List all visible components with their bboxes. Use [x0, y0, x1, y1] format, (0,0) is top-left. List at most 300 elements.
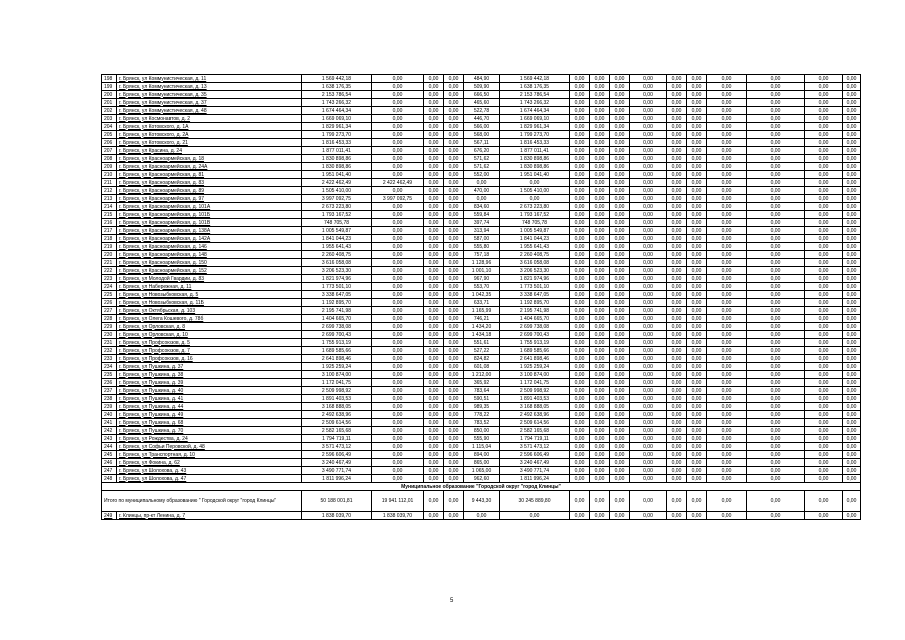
value-cell: 0,00	[610, 251, 630, 259]
address-cell: г. Брянск, ул Коммунистическая, д. 37	[117, 99, 302, 107]
value-cell: 1 005 549,87	[302, 227, 372, 235]
value-cell: 0,00	[747, 387, 805, 395]
value-cell: 566,00	[464, 123, 500, 131]
value-cell: 2 492 638,96	[302, 411, 372, 419]
address-cell: г. Брянск, ул Пушкина, д. 49	[117, 411, 302, 419]
value-cell: 0,00	[667, 459, 687, 467]
value-cell: 0,00	[372, 443, 424, 451]
value-cell: 1 065,00	[464, 467, 500, 475]
value-cell: 0,00	[667, 83, 687, 91]
value-cell: 0,00	[805, 163, 843, 171]
value-cell: 0,00	[843, 107, 861, 115]
value-cell: 0,00	[707, 512, 747, 520]
value-cell: 0,00	[667, 243, 687, 251]
value-cell: 0,00	[805, 227, 843, 235]
table-row	[102, 347, 861, 355]
value-cell: 0,00	[805, 403, 843, 411]
table-row	[102, 475, 861, 483]
row-number: 201	[102, 99, 117, 107]
value-cell: 1 816 453,33	[500, 139, 570, 147]
value-cell: 0,00	[590, 187, 610, 195]
value-cell: 0,00	[805, 171, 843, 179]
value-cell: 0,00	[444, 235, 464, 243]
value-cell: 778,22	[464, 411, 500, 419]
value-cell: 0,00	[372, 371, 424, 379]
total-value-cell: 0,00	[424, 491, 444, 512]
value-cell: 0,00	[687, 195, 707, 203]
value-cell: 0,00	[747, 331, 805, 339]
value-cell: 1 955 641,43	[302, 243, 372, 251]
value-cell: 1 042,35	[464, 291, 500, 299]
value-cell: 0,00	[805, 179, 843, 187]
value-cell: 0,00	[747, 179, 805, 187]
address-cell: г. Брянск, ул Пушкина, д. 68	[117, 419, 302, 427]
table-row	[102, 512, 861, 520]
value-cell: 834,60	[464, 203, 500, 211]
value-cell: 0,00	[372, 323, 424, 331]
value-cell: 0,00	[747, 123, 805, 131]
value-cell: 0,00	[843, 219, 861, 227]
value-cell: 0,00	[610, 91, 630, 99]
value-cell: 2 699 700,43	[500, 331, 570, 339]
value-cell: 0,00	[667, 283, 687, 291]
value-cell: 0,00	[444, 243, 464, 251]
table-row	[102, 147, 861, 155]
value-cell: 0,00	[805, 211, 843, 219]
value-cell: 0,00	[372, 251, 424, 259]
table-row	[102, 99, 861, 107]
value-cell: 1 115,04	[464, 443, 500, 451]
address-cell: г. Брянск, ул Красноармейская, д. 97	[117, 195, 302, 203]
value-cell: 0,00	[747, 243, 805, 251]
value-cell: 1 128,96	[464, 259, 500, 267]
value-cell: 0,00	[590, 307, 610, 315]
value-cell: 0,00	[610, 131, 630, 139]
table-row	[102, 411, 861, 419]
value-cell: 0,00	[687, 83, 707, 91]
value-cell: 0,00	[630, 259, 667, 267]
row-number: 240	[102, 411, 117, 419]
value-cell: 0,00	[590, 275, 610, 283]
value-cell: 3 338 647,05	[500, 291, 570, 299]
value-cell: 1 794 719,11	[500, 435, 570, 443]
value-cell: 2 699 700,43	[302, 331, 372, 339]
value-cell: 0,00	[630, 387, 667, 395]
value-cell: 0,00	[610, 443, 630, 451]
value-cell: 0,00	[707, 139, 747, 147]
value-cell: 0,00	[570, 123, 590, 131]
value-cell: 0,00	[424, 419, 444, 427]
value-cell: 0,00	[667, 107, 687, 115]
table-row	[102, 435, 861, 443]
value-cell: 0,00	[805, 451, 843, 459]
value-cell: 0,00	[444, 427, 464, 435]
value-cell: 0,00	[667, 227, 687, 235]
row-number: 227	[102, 307, 117, 315]
table-row	[102, 339, 861, 347]
value-cell: 0,00	[630, 435, 667, 443]
value-cell: 0,00	[630, 123, 667, 131]
value-cell: 865,00	[464, 459, 500, 467]
value-cell: 0,00	[570, 291, 590, 299]
value-cell: 0,00	[372, 395, 424, 403]
value-cell: 0,00	[424, 467, 444, 475]
value-cell: 0,00	[630, 147, 667, 155]
value-cell: 1 794 719,11	[302, 435, 372, 443]
value-cell: 0,00	[590, 227, 610, 235]
row-number: 198	[102, 75, 117, 83]
value-cell: 0,00	[667, 155, 687, 163]
value-cell: 0,00	[630, 179, 667, 187]
value-cell: 989,35	[464, 403, 500, 411]
value-cell: 0,00	[805, 75, 843, 83]
value-cell: 0,00	[630, 451, 667, 459]
value-cell: 0,00	[747, 267, 805, 275]
value-cell: 0,00	[610, 107, 630, 115]
value-cell: 1 793 167,52	[302, 211, 372, 219]
value-cell: 0,00	[843, 275, 861, 283]
value-cell: 0,00	[424, 259, 444, 267]
value-cell: 0,00	[747, 131, 805, 139]
address-cell: г. Брянск, ул Олега Кошевого, д. 78б	[117, 315, 302, 323]
value-cell: 0,00	[610, 403, 630, 411]
value-cell: 0,00	[667, 275, 687, 283]
value-cell: 0,00	[590, 467, 610, 475]
value-cell: 0,00	[424, 299, 444, 307]
value-cell: 0,00	[805, 339, 843, 347]
value-cell: 0,00	[590, 451, 610, 459]
value-cell: 0,00	[570, 451, 590, 459]
value-cell: 1 505 410,00	[500, 187, 570, 195]
value-cell: 0,00	[843, 363, 861, 371]
value-cell: 0,00	[610, 259, 630, 267]
value-cell: 0,00	[747, 347, 805, 355]
value-cell: 0,00	[667, 323, 687, 331]
value-cell: 0,00	[687, 107, 707, 115]
value-cell: 0,00	[707, 411, 747, 419]
value-cell: 0,00	[843, 339, 861, 347]
value-cell: 0,00	[610, 203, 630, 211]
value-cell: 0,00	[687, 267, 707, 275]
row-number: 245	[102, 451, 117, 459]
value-cell: 0,00	[687, 427, 707, 435]
value-cell: 0,00	[610, 147, 630, 155]
value-cell: 1 743 266,32	[302, 99, 372, 107]
value-cell: 567,11	[464, 139, 500, 147]
address-cell: г. Брянск, ул Транспортная, д. 10	[117, 451, 302, 459]
value-cell: 0,00	[372, 163, 424, 171]
value-cell: 0,00	[610, 235, 630, 243]
value-cell: 2 509 614,56	[500, 419, 570, 427]
value-cell: 0,00	[630, 195, 667, 203]
value-cell: 0,00	[805, 283, 843, 291]
row-number: 200	[102, 91, 117, 99]
value-cell: 0,00	[687, 379, 707, 387]
value-cell: 522,78	[464, 107, 500, 115]
value-cell: 0,00	[630, 459, 667, 467]
value-cell: 666,50	[464, 91, 500, 99]
value-cell: 2 195 741,98	[500, 307, 570, 315]
value-cell: 0,00	[843, 443, 861, 451]
row-number: 247	[102, 467, 117, 475]
value-cell: 0,00	[570, 75, 590, 83]
value-cell: 0,00	[570, 403, 590, 411]
value-cell: 0,00	[570, 235, 590, 243]
value-cell: 0,00	[843, 139, 861, 147]
value-cell: 0,00	[747, 139, 805, 147]
table-row	[102, 123, 861, 131]
value-cell: 0,00	[590, 459, 610, 467]
value-cell: 0,00	[630, 267, 667, 275]
address-cell: г. Брянск, ул Красноармейская, д. 101Б	[117, 211, 302, 219]
value-cell: 0,00	[610, 475, 630, 483]
value-cell: 1 434,18	[464, 331, 500, 339]
row-number: 244	[102, 443, 117, 451]
value-cell: 0,00	[843, 179, 861, 187]
value-cell: 0,00	[444, 163, 464, 171]
value-cell: 0,00	[687, 203, 707, 211]
value-cell: 0,00	[805, 435, 843, 443]
value-cell: 0,00	[610, 179, 630, 187]
table-row	[102, 387, 861, 395]
value-cell: 0,00	[424, 323, 444, 331]
value-cell: 0,00	[610, 243, 630, 251]
value-cell: 0,00	[590, 363, 610, 371]
value-cell: 0,00	[570, 227, 590, 235]
value-cell: 1 165,99	[464, 307, 500, 315]
value-cell: 0,00	[747, 371, 805, 379]
value-cell: 0,00	[590, 211, 610, 219]
value-cell: 0,00	[372, 235, 424, 243]
value-cell: 757,18	[464, 251, 500, 259]
address-cell: г. Брянск, ул Пушкина, д. 41	[117, 395, 302, 403]
value-cell: 527,22	[464, 347, 500, 355]
value-cell: 1 821 974,96	[302, 275, 372, 283]
address-cell: г. Брянск, ул Софьи Перовской, д. 48	[117, 443, 302, 451]
value-cell: 0,00	[667, 371, 687, 379]
value-cell: 0,00	[687, 219, 707, 227]
value-cell: 3 571 473,12	[302, 443, 372, 451]
value-cell: 0,00	[372, 243, 424, 251]
value-cell: 0,00	[843, 387, 861, 395]
value-cell: 0,00	[610, 267, 630, 275]
value-cell: 0,00	[610, 379, 630, 387]
value-cell: 0,00	[610, 115, 630, 123]
value-cell: 1 955 641,43	[500, 243, 570, 251]
value-cell: 0,00	[372, 419, 424, 427]
value-cell: 967,90	[464, 275, 500, 283]
value-cell: 0,00	[444, 75, 464, 83]
value-cell: 0,00	[707, 259, 747, 267]
value-cell: 0,00	[805, 512, 843, 520]
value-cell: 0,00	[590, 115, 610, 123]
value-cell: 0,00	[570, 147, 590, 155]
value-cell: 1 404 665,70	[302, 315, 372, 323]
value-cell: 0,00	[372, 291, 424, 299]
value-cell: 0,00	[843, 147, 861, 155]
value-cell: 0,00	[707, 387, 747, 395]
value-cell: 0,00	[372, 331, 424, 339]
value-cell: 0,00	[667, 411, 687, 419]
value-cell: 1 830 898,86	[302, 155, 372, 163]
value-cell: 0,00	[630, 187, 667, 195]
value-cell: 0,00	[372, 475, 424, 483]
value-cell: 0,00	[630, 467, 667, 475]
address-cell: г. Брянск, ул Красноармейская, д. 148	[117, 251, 302, 259]
value-cell: 0,00	[372, 115, 424, 123]
table-row	[102, 371, 861, 379]
value-cell: 1 001,10	[464, 267, 500, 275]
value-cell: 1 404 665,70	[500, 315, 570, 323]
address-cell: г. Брянск, ул Красина, д. 24	[117, 147, 302, 155]
value-cell: 0,00	[444, 395, 464, 403]
value-cell: 1 674 464,34	[302, 107, 372, 115]
value-cell: 0,00	[707, 75, 747, 83]
section-heading: Муниципальное образование "Городской округ "город Клинцы"	[102, 483, 861, 491]
value-cell: 0,00	[590, 235, 610, 243]
table-row	[102, 131, 861, 139]
value-cell: 509,90	[464, 83, 500, 91]
value-cell: 0,00	[570, 275, 590, 283]
value-cell: 0,00	[570, 203, 590, 211]
value-cell: 0,00	[424, 147, 444, 155]
value-cell: 0,00	[372, 347, 424, 355]
value-cell: 552,00	[464, 171, 500, 179]
value-cell: 0,00	[707, 195, 747, 203]
value-cell: 0,00	[687, 299, 707, 307]
value-cell: 0,00	[590, 475, 610, 483]
row-number: 220	[102, 251, 117, 259]
value-cell: 0,00	[805, 195, 843, 203]
value-cell: 2 641 898,46	[302, 355, 372, 363]
table-row	[102, 379, 861, 387]
value-cell: 0,00	[630, 171, 667, 179]
value-cell: 0,00	[667, 139, 687, 147]
value-cell: 0,00	[372, 355, 424, 363]
value-cell: 0,00	[667, 115, 687, 123]
value-cell: 748 705,78	[302, 219, 372, 227]
address-cell: г. Брянск, ул Пушкина, д. 37	[117, 363, 302, 371]
value-cell: 0,00	[610, 227, 630, 235]
value-cell: 1 877 011,41	[302, 147, 372, 155]
address-cell: г. Брянск, ул Котовского, д. 1А	[117, 123, 302, 131]
value-cell: 0,00	[747, 291, 805, 299]
value-cell: 0,00	[424, 443, 444, 451]
address-cell: г. Брянск, ул Пушкина, д. 70	[117, 427, 302, 435]
value-cell: 0,00	[707, 91, 747, 99]
value-cell: 0,00	[590, 163, 610, 171]
value-cell: 0,00	[707, 363, 747, 371]
value-cell: 0,00	[424, 339, 444, 347]
value-cell: 0,00	[747, 195, 805, 203]
value-cell: 0,00	[805, 443, 843, 451]
value-cell: 0,00	[444, 419, 464, 427]
address-cell: г. Брянск, ул Котовского, д. 21	[117, 139, 302, 147]
address-cell: г. Брянск, ул Набережная, д. 11	[117, 283, 302, 291]
value-cell: 1 212,00	[464, 371, 500, 379]
value-cell: 0,00	[444, 291, 464, 299]
value-cell: 0,00	[707, 451, 747, 459]
value-cell: 0,00	[630, 443, 667, 451]
value-cell: 0,00	[444, 403, 464, 411]
value-cell: 0,00	[667, 451, 687, 459]
total-value-cell: 0,00	[630, 491, 667, 512]
value-cell: 0,00	[590, 315, 610, 323]
total-value-cell: 19 941 112,01	[372, 491, 424, 512]
value-cell: 0,00	[707, 219, 747, 227]
value-cell: 0,00	[687, 91, 707, 99]
value-cell: 0,00	[444, 339, 464, 347]
value-cell: 0,00	[372, 451, 424, 459]
value-cell: 0,00	[444, 379, 464, 387]
address-cell: г. Брянск, ул Красноармейская, д. 146	[117, 243, 302, 251]
value-cell: 3 206 523,30	[500, 267, 570, 275]
value-cell: 0,00	[707, 323, 747, 331]
value-cell: 0,00	[843, 307, 861, 315]
value-cell: 0,00	[372, 107, 424, 115]
value-cell: 1 689 585,66	[500, 347, 570, 355]
value-cell: 0,00	[424, 123, 444, 131]
value-cell: 0,00	[464, 179, 500, 187]
value-cell: 0,00	[843, 403, 861, 411]
value-cell: 0,00	[372, 99, 424, 107]
address-cell: г. Брянск, ул Красноармейская, д. 18	[117, 155, 302, 163]
value-cell: 0,00	[707, 203, 747, 211]
value-cell: 0,00	[372, 211, 424, 219]
value-cell: 1 811 996,24	[302, 475, 372, 483]
value-cell: 0,00	[667, 427, 687, 435]
table-row	[102, 83, 861, 91]
value-cell: 0,00	[444, 227, 464, 235]
address-cell: г. Брянск, ул Орловская, д. 10	[117, 331, 302, 339]
value-cell: 0,00	[667, 123, 687, 131]
value-cell: 0,00	[444, 171, 464, 179]
value-cell: 0,00	[805, 475, 843, 483]
address-cell: г. Брянск, ул Орловская, д. 8	[117, 323, 302, 331]
value-cell: 0,00	[843, 323, 861, 331]
value-cell: 0,00	[424, 451, 444, 459]
row-number: 211	[102, 179, 117, 187]
value-cell: 0,00	[805, 203, 843, 211]
value-cell: 0,00	[444, 139, 464, 147]
value-cell: 0,00	[590, 267, 610, 275]
value-cell: 0,00	[372, 259, 424, 267]
value-cell: 0,00	[590, 395, 610, 403]
value-cell: 0,00	[687, 171, 707, 179]
value-cell: 0,00	[610, 275, 630, 283]
value-cell: 0,00	[805, 107, 843, 115]
total-value-cell: 9 443,30	[464, 491, 500, 512]
value-cell: 0,00	[372, 283, 424, 291]
value-cell: 0,00	[630, 315, 667, 323]
table-row	[102, 299, 861, 307]
value-cell: 0,00	[590, 443, 610, 451]
value-cell: 0,00	[424, 275, 444, 283]
value-cell: 0,00	[667, 395, 687, 403]
value-cell: 1 816 453,33	[302, 139, 372, 147]
value-cell: 0,00	[590, 323, 610, 331]
value-cell: 0,00	[805, 99, 843, 107]
row-number: 234	[102, 363, 117, 371]
value-cell: 2 596 606,49	[302, 451, 372, 459]
value-cell: 0,00	[667, 475, 687, 483]
value-cell: 0,00	[687, 163, 707, 171]
value-cell: 0,00	[843, 451, 861, 459]
value-cell: 0,00	[667, 315, 687, 323]
value-cell: 0,00	[805, 427, 843, 435]
value-cell: 0,00	[747, 459, 805, 467]
table-row	[102, 227, 861, 235]
